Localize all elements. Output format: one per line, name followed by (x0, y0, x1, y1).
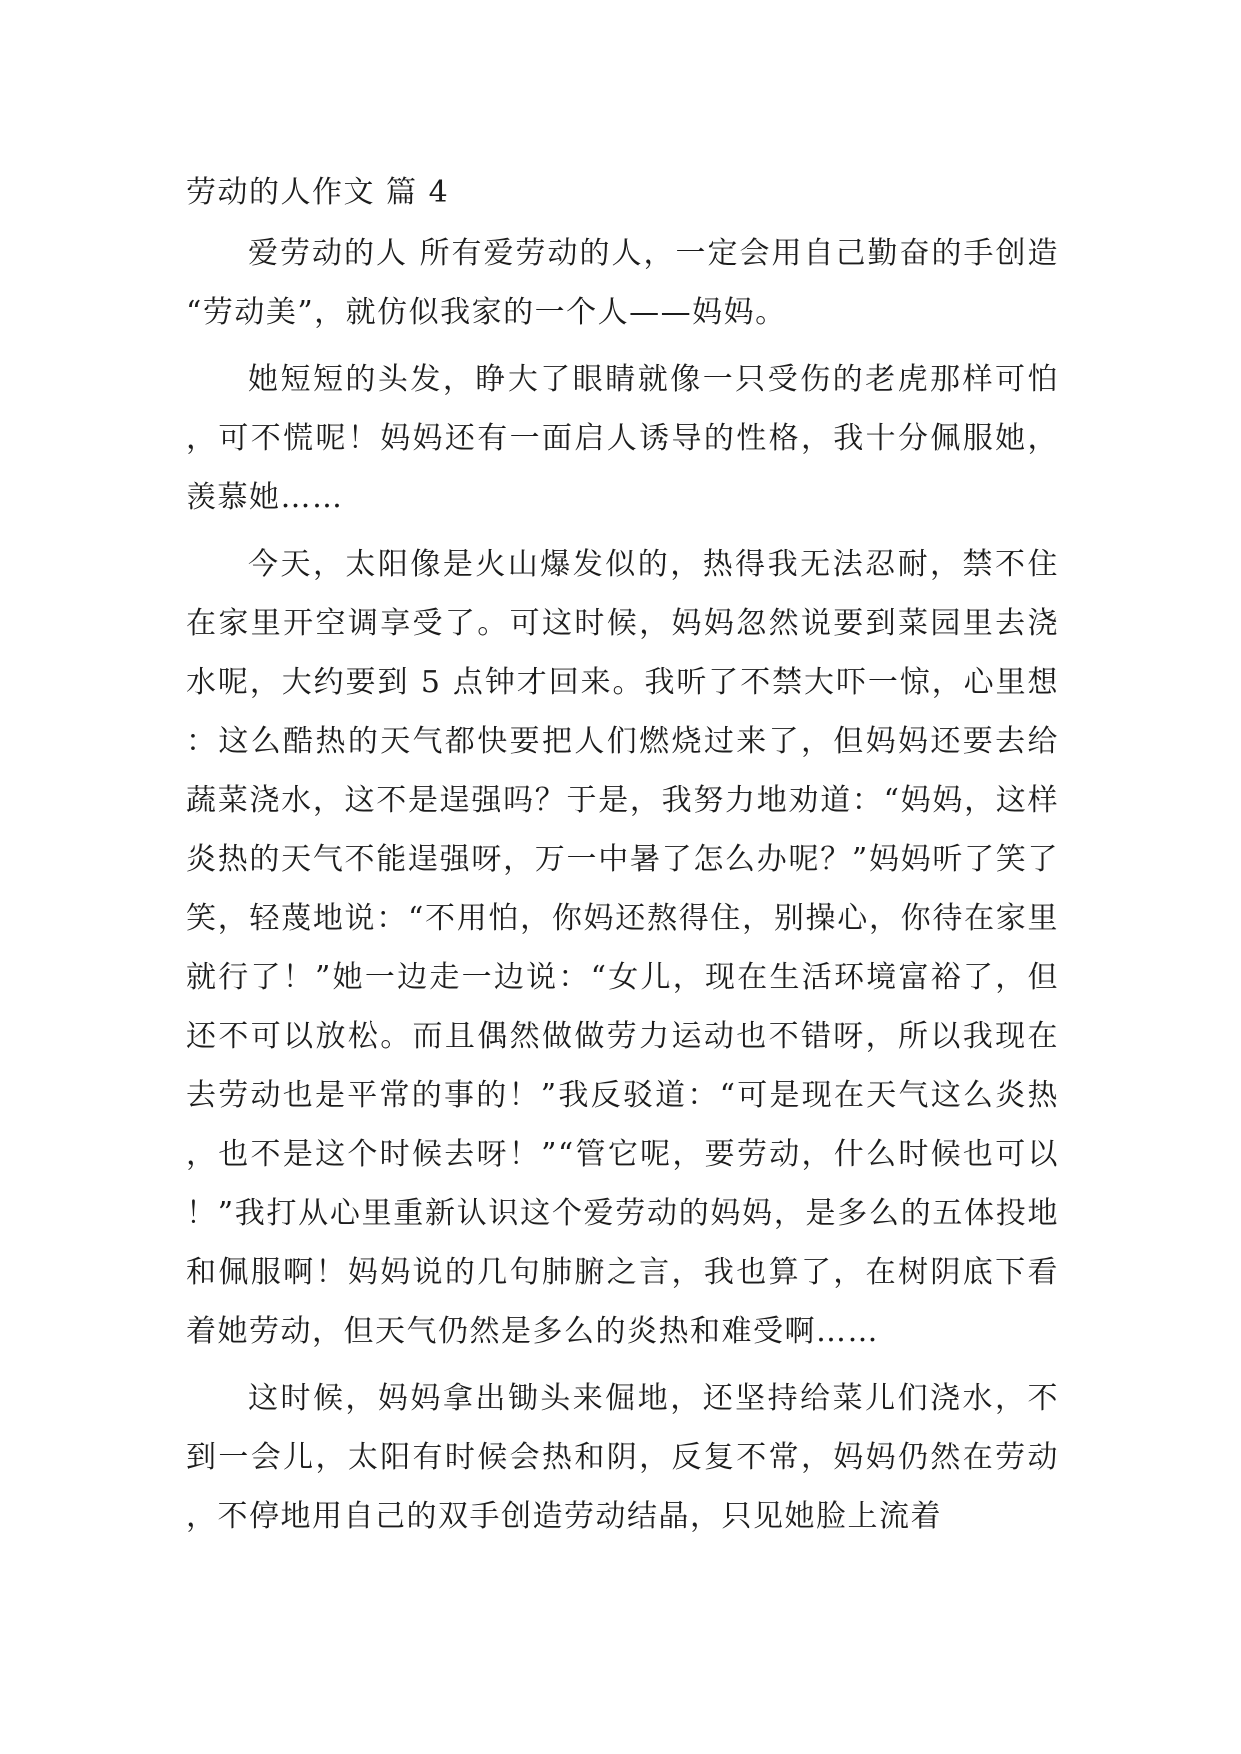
essay-title: 劳动的人作文 篇 4 (186, 175, 450, 210)
paragraph-3: 今天，太阳像是火山爆发似的，热得我无法忍耐，禁不住在家里开空调享受了。可这时候，妈妈忽然说要到菜园里去浇水呢，大约要到 5 点钟才回来。我听了不禁大吓一惊，心里想：这么酷热的天气都快要把人们燃烧过来了，但妈妈还要去给蔬菜浇水，这不是逞强吗？于是，我努力地劝道：“妈妈，这样炎热的天气不能逞强呀，万一中暑了怎么办呢？”妈妈听了笑了笑，轻蔑地说：“不用怕，你妈还熬得住，别操心，你待在家里就行了！”她一边走一边说：“女儿，现在生活环境富裕了，但还不可以放松。而且偶然做做劳力运动也不错呀，所以我现在去劳动也是平常的事的！”我反驳道：“可是现在天气这么炎热，也不是这个时候去呀！”“管它呢，要劳动，什么时候也可以！”我打从心里重新认识这个爱劳动的妈妈，是多么的五体投地和佩服啊！妈妈说的几句肺腑之言，我也算了，在树阴底下看着她劳动，但天气仍然是多么的炎热和难受啊…… (186, 547, 1059, 1349)
paragraph-2: 她短短的头发，睁大了眼睛就像一只受伤的老虎那样可怕，可不慌呢！妈妈还有一面启人诱导的性格，我十分佩服她，羡慕她…… (186, 362, 1059, 515)
paragraph-1: 爱劳动的人 所有爱劳动的人，一定会用自己勤奋的手创造“劳动美”，就仿似我家的一个人——妈妈。 (186, 236, 1059, 330)
document-body (186, 163, 1059, 1546)
paragraph-4: 这时候，妈妈拿出锄头来倔地，还坚持给菜儿们浇水，不到一会儿，太阳有时候会热和阴，反复不常，妈妈仍然在劳动，不停地用自己的双手创造劳动结晶，只见她脸上流着 (186, 1381, 1059, 1534)
